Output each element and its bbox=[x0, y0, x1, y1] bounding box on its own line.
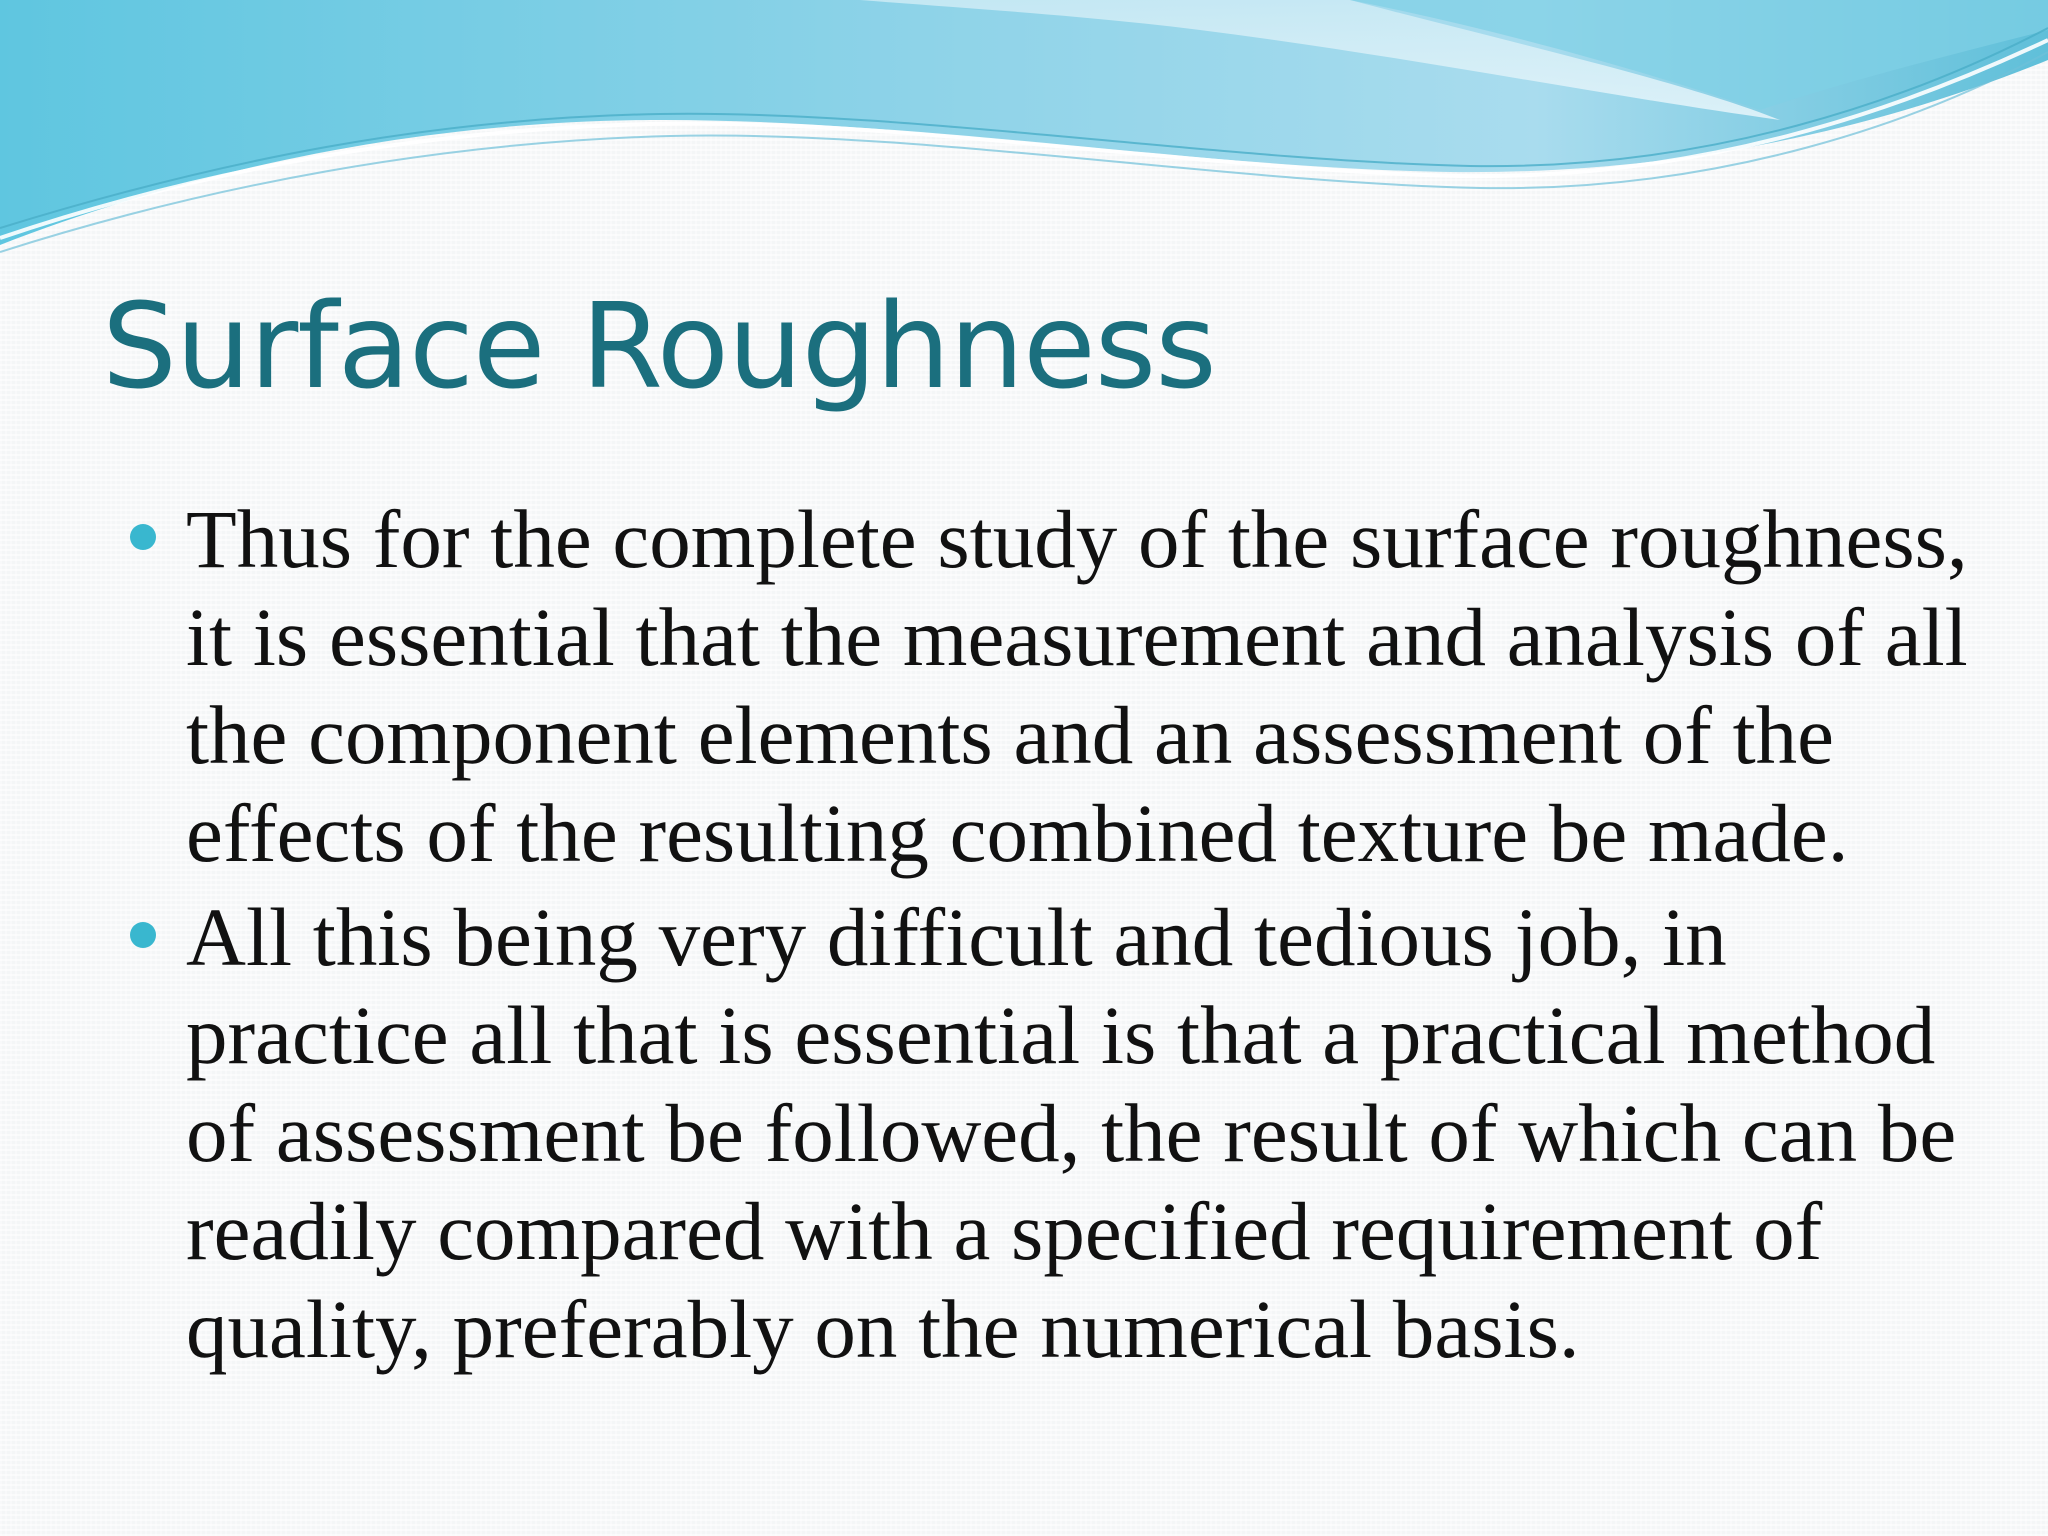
bullet-dot-icon bbox=[130, 922, 156, 948]
bullet-dot-icon bbox=[130, 524, 156, 550]
bullet-text: Thus for the complete study of the surface roughness, it is essential that the measurement and analysis of all the component elements and an assessment of the effects of the resulting combined texture be made. bbox=[186, 493, 1968, 879]
bullet-item bbox=[130, 490, 1990, 882]
slide-title: Surface Roughness bbox=[102, 277, 1216, 415]
wave-header-decoration bbox=[0, 0, 2048, 260]
bullet-item bbox=[130, 888, 1990, 1378]
bullet-text: All this being very difficult and tedious job, in practice all that is essential is that a practical method of assessment be followed, the result of which can be readily compared with a specified requirement of quality, preferably on the numerical basis. bbox=[186, 891, 1957, 1375]
bullet-list bbox=[130, 490, 1990, 1384]
